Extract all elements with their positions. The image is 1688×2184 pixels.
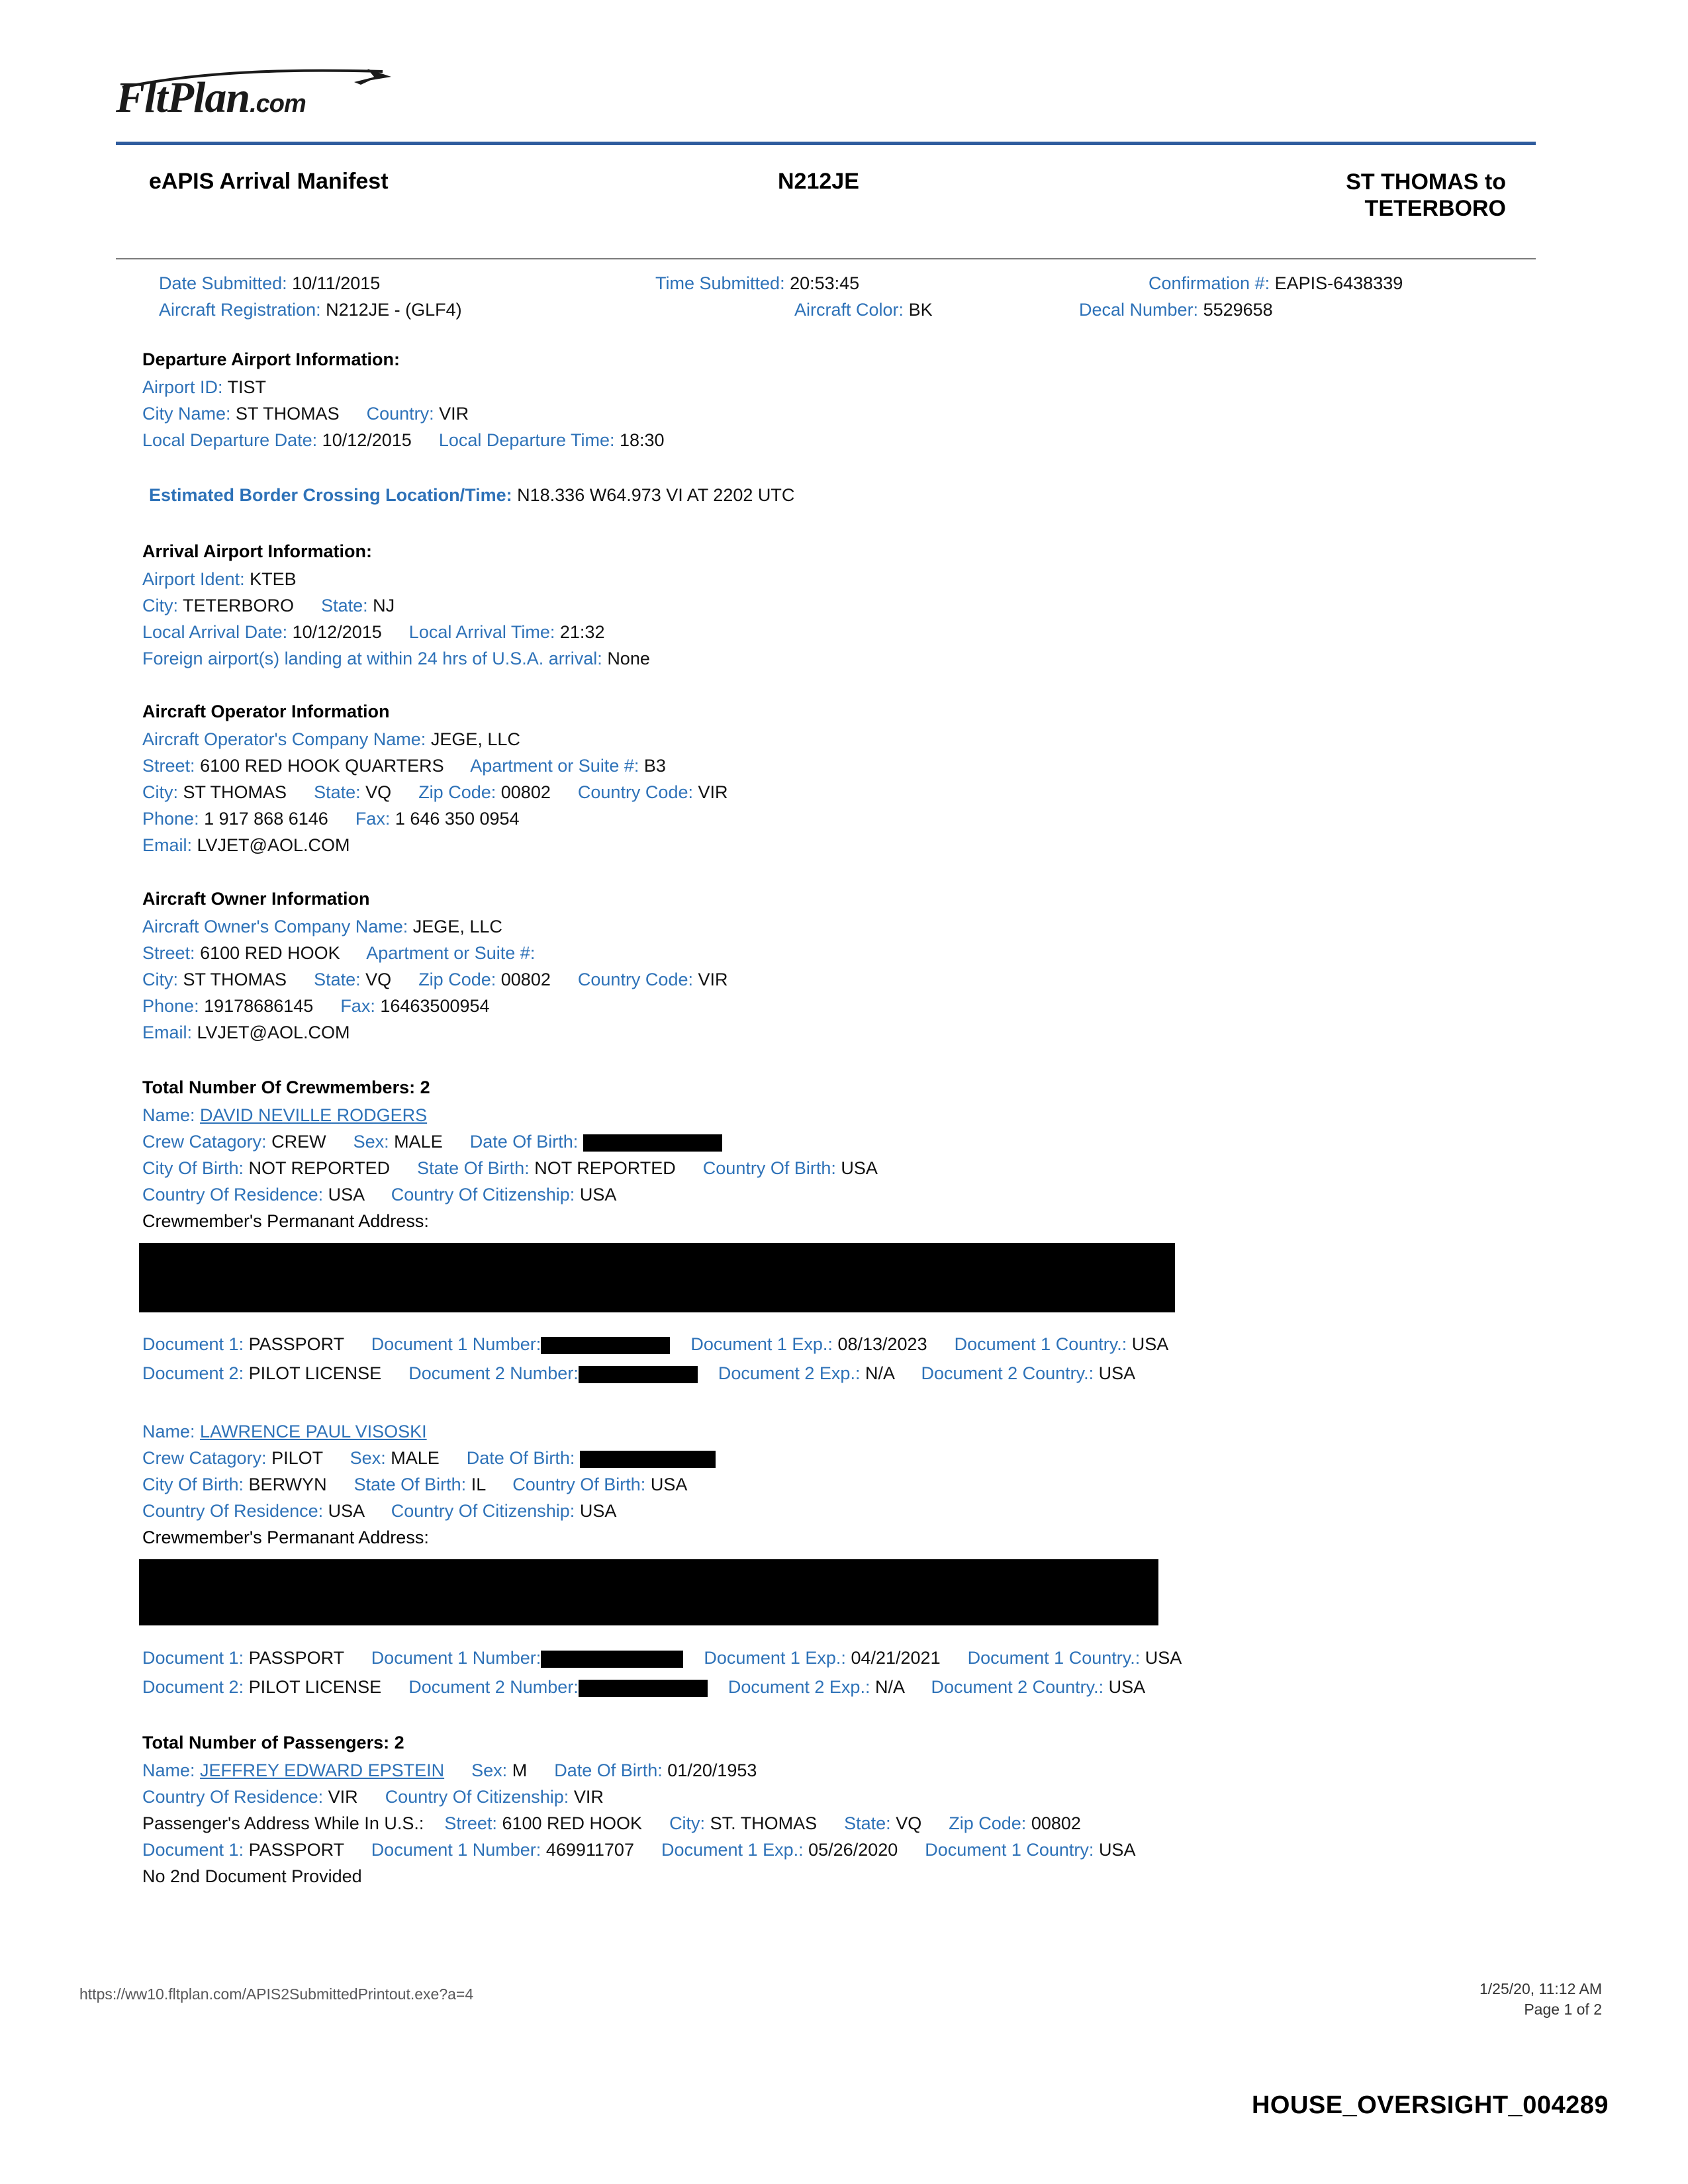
pax1-citizenship-label: Country Of Citizenship: bbox=[385, 1787, 569, 1807]
pax1-doc1-exp-value: 05/26/2020 bbox=[808, 1840, 898, 1860]
border-crossing-label: Estimated Border Crossing Location/Time: bbox=[149, 485, 512, 505]
crew1-city-birth-label: City Of Birth: bbox=[142, 1158, 244, 1178]
crew1-city-birth-value: NOT REPORTED bbox=[248, 1158, 391, 1178]
owner-company-label: Aircraft Owner's Company Name: bbox=[142, 917, 408, 936]
crew1-doc2-exp-label: Document 2 Exp.: bbox=[718, 1363, 861, 1383]
crew-heading: Total Number Of Crewmembers: 2 bbox=[142, 1077, 430, 1097]
crew1-doc1-label: Document 1: bbox=[142, 1334, 244, 1354]
departure-country-value: VIR bbox=[439, 404, 469, 424]
crew2-doc1-exp-value: 04/21/2021 bbox=[851, 1648, 941, 1668]
arrival-city-label: City: bbox=[142, 596, 178, 615]
operator-phone-label: Phone: bbox=[142, 809, 199, 829]
aircraft-color-value: BK bbox=[908, 300, 933, 320]
crew2-doc1-exp-label: Document 1 Exp.: bbox=[704, 1648, 846, 1668]
airport-id-label: Airport ID: bbox=[142, 377, 223, 397]
crew2-country-birth-label: Country Of Birth: bbox=[512, 1475, 646, 1494]
crew1-category-label: Crew Catagory: bbox=[142, 1132, 267, 1152]
pax1-doc1-num-value: 469911707 bbox=[545, 1840, 634, 1860]
owner-country-label: Country Code: bbox=[577, 970, 693, 989]
tail-number: N212JE bbox=[778, 169, 859, 194]
date-submitted-label: Date Submitted: bbox=[159, 273, 287, 293]
time-submitted-line bbox=[655, 275, 859, 293]
crew2-address-label: Crewmember's Permanant Address: bbox=[142, 1527, 429, 1547]
pax1-zip-value: 00802 bbox=[1031, 1813, 1081, 1833]
owner-street-value: 6100 RED HOOK bbox=[200, 943, 340, 963]
operator-country-label: Country Code: bbox=[577, 782, 693, 802]
logo-name: FltPlan bbox=[116, 73, 250, 122]
crew2-doc2-value: PILOT LICENSE bbox=[248, 1677, 382, 1697]
arrival-city-value: TETERBORO bbox=[183, 596, 295, 615]
arrival-ident-line bbox=[142, 570, 297, 588]
owner-country-value: VIR bbox=[698, 970, 728, 989]
crew2-doc1-line bbox=[142, 1649, 1182, 1668]
pax1-name-line bbox=[142, 1762, 757, 1780]
decal-number-line bbox=[1079, 301, 1273, 319]
local-arrival-date-label: Local Arrival Date: bbox=[142, 622, 288, 642]
crew1-doc2-exp-value: N/A bbox=[865, 1363, 894, 1383]
crew1-state-birth-value: NOT REPORTED bbox=[534, 1158, 676, 1178]
manifest-title-row bbox=[116, 169, 1536, 242]
crew2-dob-label: Date Of Birth: bbox=[466, 1448, 575, 1468]
crew1-doc2-value: PILOT LICENSE bbox=[248, 1363, 382, 1383]
operator-phone-value: 1 917 868 6146 bbox=[204, 809, 328, 829]
operator-email-line bbox=[142, 837, 350, 854]
pax1-doc1-exp-label: Document 1 Exp.: bbox=[661, 1840, 804, 1860]
owner-street-line bbox=[142, 944, 535, 962]
crew2-state-birth-label: State Of Birth: bbox=[353, 1475, 467, 1494]
crew2-doc2-country-label: Document 2 Country.: bbox=[931, 1677, 1104, 1697]
owner-company-line bbox=[142, 918, 502, 936]
confirmation-value: EAPIS-6438339 bbox=[1274, 273, 1403, 293]
crew1-state-birth-label: State Of Birth: bbox=[417, 1158, 530, 1178]
operator-heading: Aircraft Operator Information bbox=[142, 702, 390, 721]
pax1-dob-value: 01/20/1953 bbox=[667, 1760, 757, 1780]
crew2-doc2-num-label: Document 2 Number: bbox=[408, 1677, 579, 1697]
crew2-state-birth-value: IL bbox=[471, 1475, 486, 1494]
operator-zip-label: Zip Code: bbox=[418, 782, 496, 802]
bates-stamp: HOUSE_OVERSIGHT_004289 bbox=[1251, 2091, 1609, 2119]
pax1-city-value: ST. THOMAS bbox=[710, 1813, 818, 1833]
crew1-citizenship-value: USA bbox=[579, 1185, 617, 1205]
owner-heading: Aircraft Owner Information bbox=[142, 889, 370, 909]
operator-street-label: Street: bbox=[142, 756, 195, 776]
pax1-citizenship-value: VIR bbox=[573, 1787, 604, 1807]
operator-apt-value: B3 bbox=[643, 756, 666, 776]
crew1-category-value: CREW bbox=[271, 1132, 326, 1152]
operator-street-value: 6100 RED HOOK QUARTERS bbox=[200, 756, 444, 776]
operator-company-label: Aircraft Operator's Company Name: bbox=[142, 729, 426, 749]
crew1-doc2-country-label: Document 2 Country.: bbox=[921, 1363, 1094, 1383]
crew2-name-line bbox=[142, 1423, 427, 1441]
local-departure-time-value: 18:30 bbox=[619, 430, 665, 450]
arrival-datetime-line bbox=[142, 623, 604, 641]
crew1-doc2-country-value: USA bbox=[1098, 1363, 1136, 1383]
pax1-doc1-country-value: USA bbox=[1098, 1840, 1136, 1860]
crew1-dob-redaction bbox=[583, 1134, 722, 1152]
route-to: TETERBORO bbox=[1364, 196, 1506, 222]
pax1-doc1-value: PASSPORT bbox=[248, 1840, 344, 1860]
pax1-state-label: State: bbox=[844, 1813, 891, 1833]
crew2-doc2-num-redaction bbox=[579, 1680, 708, 1697]
crew1-doc1-country-label: Document 1 Country.: bbox=[954, 1334, 1127, 1354]
crew1-address-label: Crewmember's Permanant Address: bbox=[142, 1211, 429, 1231]
aircraft-color-label: Aircraft Color: bbox=[794, 300, 904, 320]
crew2-doc1-value: PASSPORT bbox=[248, 1648, 344, 1668]
departure-city-line bbox=[142, 405, 469, 423]
crew1-residence-value: USA bbox=[328, 1185, 364, 1205]
operator-company-line bbox=[142, 731, 520, 749]
crew2-city-birth-label: City Of Birth: bbox=[142, 1475, 244, 1494]
crew1-doc1-num-label: Document 1 Number: bbox=[371, 1334, 541, 1354]
owner-zip-label: Zip Code: bbox=[418, 970, 496, 989]
pax1-zip-label: Zip Code: bbox=[949, 1813, 1027, 1833]
arrival-ident-value: KTEB bbox=[250, 569, 297, 589]
owner-city-label: City: bbox=[142, 970, 178, 989]
pax1-residence-value: VIR bbox=[328, 1787, 358, 1807]
departure-city-value: ST THOMAS bbox=[236, 404, 340, 424]
local-departure-date-value: 10/12/2015 bbox=[322, 430, 412, 450]
local-departure-time-label: Local Departure Time: bbox=[438, 430, 615, 450]
crew2-city-birth-value: BERWYN bbox=[248, 1475, 327, 1494]
local-arrival-time-value: 21:32 bbox=[559, 622, 605, 642]
arrival-heading: Arrival Airport Information: bbox=[142, 541, 373, 561]
owner-phone-label: Phone: bbox=[142, 996, 199, 1016]
date-submitted-value: 10/11/2015 bbox=[292, 273, 381, 293]
crew1-doc1-exp-label: Document 1 Exp.: bbox=[690, 1334, 833, 1354]
crew1-doc1-value: PASSPORT bbox=[248, 1334, 344, 1354]
crew2-category-label: Crew Catagory: bbox=[142, 1448, 267, 1468]
arrival-ident-label: Airport Ident: bbox=[142, 569, 245, 589]
owner-street-label: Street: bbox=[142, 943, 195, 963]
operator-fax-label: Fax: bbox=[355, 809, 391, 829]
arrival-state-label: State: bbox=[321, 596, 368, 615]
crew1-residence-label: Country Of Residence: bbox=[142, 1185, 324, 1205]
crew2-doc2-country-value: USA bbox=[1108, 1677, 1146, 1697]
pax1-name-label: Name: bbox=[142, 1760, 195, 1780]
crew1-category-line bbox=[142, 1133, 722, 1152]
crew2-name-label: Name: bbox=[142, 1422, 195, 1441]
crew1-address-redaction bbox=[139, 1243, 1175, 1312]
airport-id-value: TIST bbox=[227, 377, 267, 397]
departure-city-label: City Name: bbox=[142, 404, 231, 424]
pax1-city-label: City: bbox=[669, 1813, 706, 1833]
crew2-doc1-country-value: USA bbox=[1145, 1648, 1182, 1668]
foreign-landing-value: None bbox=[607, 649, 650, 668]
passengers-heading: Total Number of Passengers: 2 bbox=[142, 1733, 404, 1752]
aircraft-registration-label: Aircraft Registration: bbox=[159, 300, 321, 320]
crew1-sex-label: Sex: bbox=[353, 1132, 389, 1152]
pax1-sex-label: Sex: bbox=[471, 1760, 508, 1780]
crew2-residence-value: USA bbox=[328, 1501, 364, 1521]
arrival-state-value: NJ bbox=[373, 596, 395, 615]
crew2-doc1-country-label: Document 1 Country.: bbox=[967, 1648, 1141, 1668]
crew2-name-value: LAWRENCE PAUL VISOSKI bbox=[200, 1422, 427, 1441]
owner-zip-value: 00802 bbox=[500, 970, 551, 989]
decal-number-value: 5529658 bbox=[1203, 300, 1273, 320]
operator-country-value: VIR bbox=[698, 782, 728, 802]
crew2-category-value: PILOT bbox=[271, 1448, 323, 1468]
pax1-doc1-country-label: Document 1 Country: bbox=[925, 1840, 1094, 1860]
owner-company-value: JEGE, LLC bbox=[412, 917, 502, 936]
crew2-doc2-exp-value: N/A bbox=[874, 1677, 904, 1697]
footer-meta bbox=[1205, 1979, 1602, 2020]
crew2-category-line bbox=[142, 1449, 716, 1468]
logo-suffix: .com bbox=[250, 90, 306, 118]
pax1-name-value: JEFFREY EDWARD EPSTEIN bbox=[200, 1760, 445, 1780]
operator-state-value: VQ bbox=[365, 782, 392, 802]
local-arrival-date-value: 10/12/2015 bbox=[292, 622, 382, 642]
crew2-birth-line bbox=[142, 1476, 687, 1494]
crew1-doc1-country-value: USA bbox=[1131, 1334, 1169, 1354]
pax1-street-value: 6100 RED HOOK bbox=[502, 1813, 643, 1833]
local-arrival-time-label: Local Arrival Time: bbox=[408, 622, 555, 642]
crew2-doc2-label: Document 2: bbox=[142, 1677, 244, 1697]
page-title: eAPIS Arrival Manifest bbox=[149, 169, 389, 194]
pax1-residence-label: Country Of Residence: bbox=[142, 1787, 324, 1807]
operator-email-label: Email: bbox=[142, 835, 193, 855]
aircraft-color-line bbox=[794, 301, 933, 319]
operator-company-value: JEGE, LLC bbox=[430, 729, 520, 749]
footer-url[interactable]: https://ww10.fltplan.com/APIS2SubmittedPrintout.exe?a=4 bbox=[79, 1985, 474, 2003]
crew2-doc2-line bbox=[142, 1678, 1145, 1697]
crew2-residence-line bbox=[142, 1502, 616, 1520]
owner-phone-line bbox=[142, 997, 490, 1015]
pax1-no-second-doc: No 2nd Document Provided bbox=[142, 1866, 362, 1886]
date-submitted-line bbox=[159, 275, 380, 293]
footer-printed-timestamp: 1/25/20, 11:12 AM bbox=[1479, 1980, 1602, 1997]
crew2-doc1-num-redaction bbox=[541, 1651, 683, 1668]
pax1-doc1-num-label: Document 1 Number: bbox=[371, 1840, 541, 1860]
operator-state-label: State: bbox=[314, 782, 361, 802]
crew1-doc2-num-label: Document 2 Number: bbox=[408, 1363, 579, 1383]
owner-email-line bbox=[142, 1024, 350, 1042]
crew1-name-label: Name: bbox=[142, 1105, 195, 1125]
owner-fax-label: Fax: bbox=[340, 996, 375, 1016]
aircraft-registration-line bbox=[159, 301, 462, 319]
crew1-doc2-num-redaction bbox=[579, 1366, 698, 1383]
operator-street-line bbox=[142, 757, 666, 775]
header-divider bbox=[116, 142, 1536, 145]
crew2-sex-label: Sex: bbox=[350, 1448, 386, 1468]
crew2-doc1-label: Document 1: bbox=[142, 1648, 244, 1668]
crew1-doc1-line bbox=[142, 1336, 1168, 1354]
departure-country-label: Country: bbox=[366, 404, 434, 424]
owner-citystate-line bbox=[142, 971, 728, 989]
border-crossing-line bbox=[149, 486, 794, 504]
crew1-birth-line bbox=[142, 1160, 878, 1177]
route-title bbox=[1043, 169, 1506, 222]
crew1-residence-line bbox=[142, 1186, 616, 1204]
crew1-doc1-num-redaction bbox=[541, 1337, 670, 1354]
foreign-landing-line bbox=[142, 650, 650, 668]
departure-heading: Departure Airport Information: bbox=[142, 349, 400, 369]
crew2-country-birth-value: USA bbox=[650, 1475, 688, 1494]
pax1-doc1-line bbox=[142, 1841, 1135, 1859]
crew2-address-redaction bbox=[139, 1559, 1158, 1625]
owner-email-label: Email: bbox=[142, 1023, 193, 1042]
aircraft-registration-value: N212JE - (GLF4) bbox=[326, 300, 462, 320]
owner-fax-value: 16463500954 bbox=[380, 996, 490, 1016]
owner-email-value: LVJET@AOL.COM bbox=[197, 1023, 350, 1042]
departure-datetime-line bbox=[142, 432, 665, 449]
foreign-landing-label: Foreign airport(s) landing at within 24 hrs of U.S.A. arrival: bbox=[142, 649, 602, 668]
crew2-dob-redaction bbox=[580, 1451, 716, 1468]
operator-citystate-line bbox=[142, 784, 728, 801]
pax1-doc1-label: Document 1: bbox=[142, 1840, 244, 1860]
time-submitted-label: Time Submitted: bbox=[655, 273, 785, 293]
operator-apt-label: Apartment or Suite #: bbox=[470, 756, 639, 776]
footer-page-number: Page 1 of 2 bbox=[1524, 2001, 1602, 2019]
pax1-residence-line bbox=[142, 1788, 604, 1806]
crew1-doc2-label: Document 2: bbox=[142, 1363, 244, 1383]
pax1-sex-value: M bbox=[512, 1760, 528, 1780]
decal-number-label: Decal Number: bbox=[1079, 300, 1199, 320]
confirmation-label: Confirmation #: bbox=[1149, 273, 1270, 293]
route-from: ST THOMAS to bbox=[1346, 169, 1506, 195]
crew1-country-birth-label: Country Of Birth: bbox=[702, 1158, 836, 1178]
fltplan-logo bbox=[116, 53, 460, 139]
crew2-doc1-num-label: Document 1 Number: bbox=[371, 1648, 541, 1668]
operator-fax-value: 1 646 350 0954 bbox=[395, 809, 520, 829]
crew1-dob-label: Date Of Birth: bbox=[469, 1132, 579, 1152]
operator-city-label: City: bbox=[142, 782, 178, 802]
pax1-address-line bbox=[142, 1815, 1081, 1833]
pax1-state-value: VQ bbox=[896, 1813, 922, 1833]
crew1-name-line bbox=[142, 1107, 427, 1124]
crew2-citizenship-value: USA bbox=[579, 1501, 617, 1521]
title-divider bbox=[116, 258, 1536, 259]
operator-phone-line bbox=[142, 810, 520, 828]
owner-state-label: State: bbox=[314, 970, 361, 989]
owner-state-value: VQ bbox=[365, 970, 392, 989]
local-departure-date-label: Local Departure Date: bbox=[142, 430, 318, 450]
departure-airport-id-line bbox=[142, 379, 266, 396]
crew2-residence-label: Country Of Residence: bbox=[142, 1501, 324, 1521]
crew1-country-birth-value: USA bbox=[841, 1158, 878, 1178]
border-crossing-value: N18.336 W64.973 VI AT 2202 UTC bbox=[517, 485, 795, 505]
time-submitted-value: 20:53:45 bbox=[790, 273, 860, 293]
crew2-sex-value: MALE bbox=[391, 1448, 440, 1468]
crew1-doc2-line bbox=[142, 1365, 1135, 1383]
arrival-city-line bbox=[142, 597, 395, 615]
owner-apt-label: Apartment or Suite #: bbox=[366, 943, 536, 963]
operator-city-value: ST THOMAS bbox=[183, 782, 287, 802]
crew1-citizenship-label: Country Of Citizenship: bbox=[391, 1185, 575, 1205]
owner-phone-value: 19178686145 bbox=[204, 996, 314, 1016]
pax1-address-label: Passenger's Address While In U.S.: bbox=[142, 1813, 424, 1833]
operator-zip-value: 00802 bbox=[500, 782, 551, 802]
owner-city-value: ST THOMAS bbox=[183, 970, 287, 989]
logo-wordmark bbox=[116, 73, 306, 123]
crew2-citizenship-label: Country Of Citizenship: bbox=[391, 1501, 575, 1521]
crew1-name-value: DAVID NEVILLE RODGERS bbox=[200, 1105, 428, 1125]
operator-email-value: LVJET@AOL.COM bbox=[197, 835, 350, 855]
pax1-dob-label: Date Of Birth: bbox=[554, 1760, 663, 1780]
crew2-doc2-exp-label: Document 2 Exp.: bbox=[727, 1677, 870, 1697]
crew1-sex-value: MALE bbox=[394, 1132, 443, 1152]
crew1-doc1-exp-value: 08/13/2023 bbox=[837, 1334, 927, 1354]
confirmation-line bbox=[1149, 275, 1403, 293]
pax1-street-label: Street: bbox=[444, 1813, 497, 1833]
